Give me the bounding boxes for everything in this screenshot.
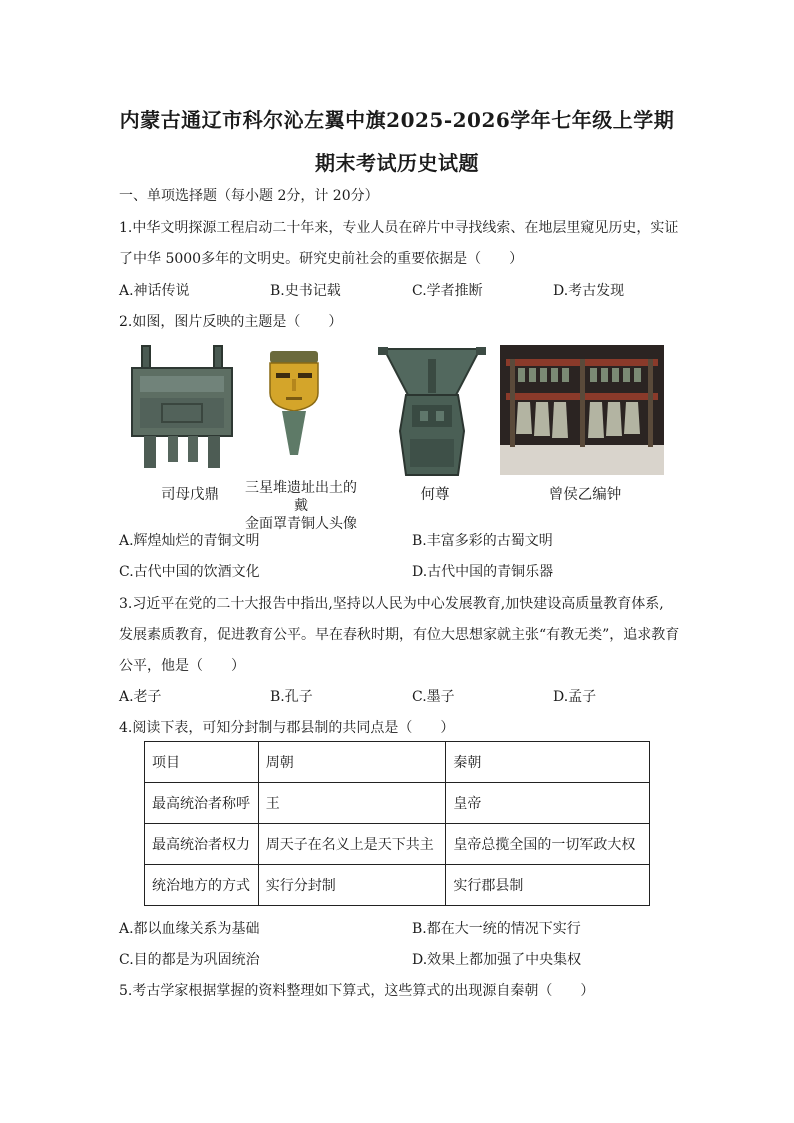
q1-option-a: A.神话传说: [119, 283, 190, 299]
table-header-cell: 周朝: [258, 742, 446, 783]
q4-option-b: B.都在大一统的情况下实行: [412, 921, 581, 937]
q2-option-c: C.古代中国的饮酒文化: [119, 564, 260, 580]
q2-option-b: B.丰富多彩的古蜀文明: [412, 533, 553, 549]
q2-option-d: D.古代中国的青铜乐器: [412, 564, 554, 580]
q4-option-d: D.效果上都加强了中央集权: [412, 952, 582, 968]
exam-title-line2: 期末考试历史试题: [315, 151, 479, 175]
table-cell: 统治地方的方式: [145, 865, 259, 906]
comparison-table: [144, 741, 650, 906]
q5-stem: 5.考古学家根据掌握的资料整理如下算式，这些算式的出现源自秦朝（ ）: [119, 983, 595, 999]
simuwu-ding-image: [122, 342, 242, 482]
q2-stem: 2.如图，图片反映的主题是（ ）: [119, 314, 343, 330]
q1-option-b: B.史书记载: [270, 283, 341, 299]
sanxingdui-gold-mask-image: [262, 345, 326, 457]
q3-option-b: B.孔子: [270, 689, 313, 705]
q3-option-a: A.老子: [119, 689, 162, 705]
table-header-cell: 秦朝: [446, 742, 650, 783]
table-cell: 皇帝总揽全国的一切军政大权: [446, 824, 650, 865]
q3-stem-line3: 公平，他是（ ）: [119, 658, 245, 674]
table-cell: 最高统治者权力: [145, 824, 259, 865]
table-header-cell: 项目: [145, 742, 259, 783]
q1-option-d: D.考古发现: [553, 283, 625, 299]
q1-stem-line1: 1.中华文明探源工程启动二十年来，专业人员在碎片中寻找线索、在地层里窥见历史，实证: [119, 220, 679, 236]
q2-option-a: A.辉煌灿烂的青铜文明: [119, 533, 260, 549]
q3-stem-line2: 发展素质教育，促进教育公平。早在春秋时期，有位大思想家就主张“有教无类”，追求教育: [119, 627, 680, 643]
q3-option-d: D.孟子: [553, 689, 597, 705]
q3-stem-line1: 3.习近平在党的二十大报告中指出,坚持以人民为中心发展教育,加快建设高质量教育体系,: [119, 596, 664, 612]
table-row: [145, 865, 650, 906]
q1-option-c: C.学者推断: [412, 283, 483, 299]
q3-option-c: C.墨子: [412, 689, 455, 705]
q4-stem: 4.阅读下表，可知分封制与郡县制的共同点是（ ）: [119, 720, 455, 736]
table-cell: 实行郡县制: [446, 865, 650, 906]
table-cell: 实行分封制: [258, 865, 446, 906]
q4-option-c: C.目的都是为巩固统治: [119, 952, 260, 968]
table-row: [145, 824, 650, 865]
caption-ding: 司母戊鼎: [161, 487, 219, 503]
table-row: [145, 783, 650, 824]
he-zun-image: [376, 343, 488, 481]
table-row: [145, 742, 650, 783]
table-cell: 王: [258, 783, 446, 824]
caption-mask-line1: 三星堆遗址出土的戴: [245, 480, 357, 514]
table-cell: 皇帝: [446, 783, 650, 824]
caption-mask-line2: 金面罩青铜人头像: [245, 516, 357, 532]
section-heading: 一、单项选择题（每小题 2分，计 20分）: [119, 188, 379, 204]
q4-option-a: A.都以血缘关系为基础: [119, 921, 260, 937]
caption-mask: [242, 479, 360, 533]
table-cell: 最高统治者称呼: [145, 783, 259, 824]
table-cell: 周天子在名义上是天下共主: [258, 824, 446, 865]
exam-title-line1: 内蒙古通辽市科尔沁左翼中旗2025-2026学年七年级上学期: [119, 108, 675, 132]
caption-zun: 何尊: [420, 487, 450, 503]
caption-bells: 曾侯乙编钟: [548, 487, 622, 503]
zenghouyi-bells-image: [500, 345, 664, 475]
q1-stem-line2: 了中华 5000多年的文明史。研究史前社会的重要依据是（ ）: [119, 251, 524, 267]
